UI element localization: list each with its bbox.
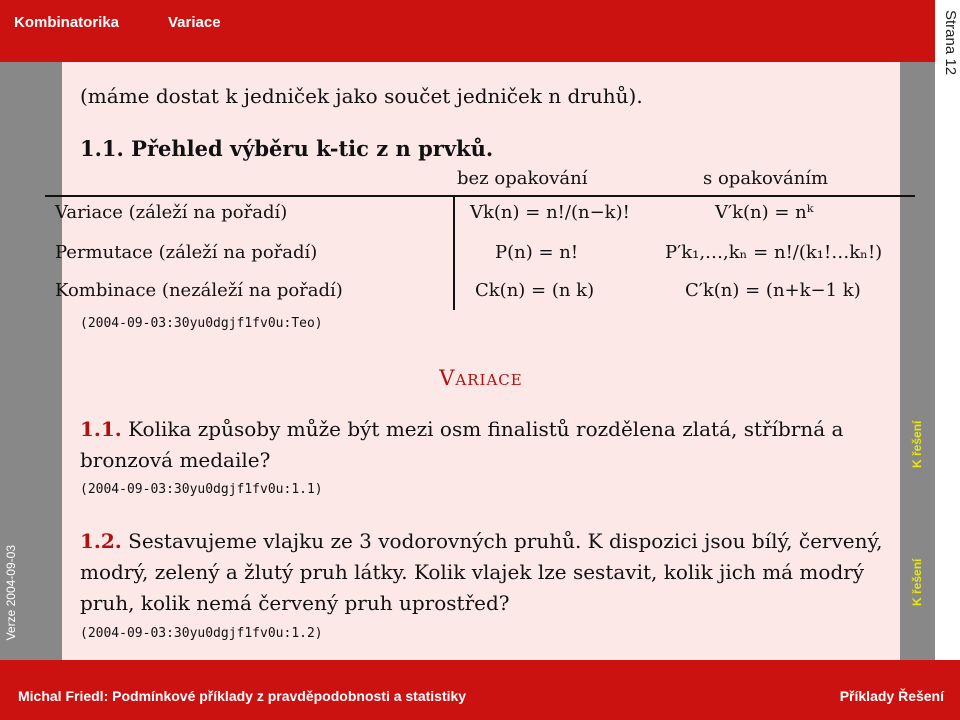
footer-author-title: Michal Friedl: Podmínkové příklady z pravděpodobnosti a statistiky <box>18 688 467 704</box>
problem-text: Sestavujeme vlajku ze 3 vodorovných pruhů. K dispozici jsou bílý, červený, modrý, zelený a žlutý pruh látky. Kolik vlajek lze sestavit, kolik jich má modrý pruh, kolik nemá červený pruh uprostřed? <box>80 529 883 615</box>
table-cell: V′k(n) = nᵏ <box>715 202 814 223</box>
table-cell: Vk(n) = n!/(n−k)! <box>470 202 630 223</box>
table-row-label: Variace (záleží na pořadí) <box>55 202 288 223</box>
table-divider-vertical <box>453 197 455 310</box>
problem-text: Kolika způsoby může být mezi osm finalistů rozdělena zlatá, stříbrná a bronzová medaile? <box>80 417 844 472</box>
problem-1-1 <box>80 414 890 476</box>
problem-number: 1.2. <box>80 529 122 553</box>
footer-nav-link[interactable]: Příklady Řešení <box>839 688 944 704</box>
section-title: 1.1. Přehled výběru k-tic z n prvků. <box>80 136 494 161</box>
table-row-label: Permutace (záleží na pořadí) <box>55 242 318 263</box>
top-bar <box>0 0 960 62</box>
bottom-bar <box>0 660 960 720</box>
right-sidebar <box>900 62 935 660</box>
problem-number: 1.1. <box>80 417 122 441</box>
table-cell: P′k₁,…,kₙ = n!/(k₁!…kₙ!) <box>665 242 883 263</box>
version-label: Verze 2004-09-03 <box>4 544 18 640</box>
breadcrumb-variace[interactable]: Variace <box>168 14 221 31</box>
table-row-label: Kombinace (nezáleží na pořadí) <box>55 280 343 301</box>
problem-code: (2004-09-03:30yu0dgjf1fv0u:1.2) <box>80 626 323 641</box>
table-code: (2004-09-03:30yu0dgjf1fv0u:Teo) <box>80 316 323 331</box>
table-cell: Ck(n) = (n k) <box>475 280 595 301</box>
table-header-repeat: s opakováním <box>703 168 829 189</box>
table-cell: P(n) = n! <box>495 242 579 263</box>
intro-text: (máme dostat k jedniček jako součet jedniček n druhů). <box>80 84 643 108</box>
page-number-label: Strana 12 <box>942 10 959 76</box>
table-divider-horizontal <box>45 195 915 197</box>
overview-table <box>45 162 915 312</box>
problem-code: (2004-09-03:30yu0dgjf1fv0u:1.1) <box>80 482 323 497</box>
variace-heading: Variace <box>439 366 523 390</box>
breadcrumb-kombinatorika[interactable]: Kombinatorika <box>14 14 120 31</box>
left-sidebar <box>0 62 62 660</box>
table-header-no-repeat: bez opakování <box>457 168 588 189</box>
table-cell: C′k(n) = (n+k−1 k) <box>685 280 861 301</box>
tab-k-reseni-1[interactable]: K řešení <box>910 420 924 468</box>
tab-k-reseni-2[interactable]: K řešení <box>910 558 924 606</box>
problem-1-2 <box>80 526 890 619</box>
